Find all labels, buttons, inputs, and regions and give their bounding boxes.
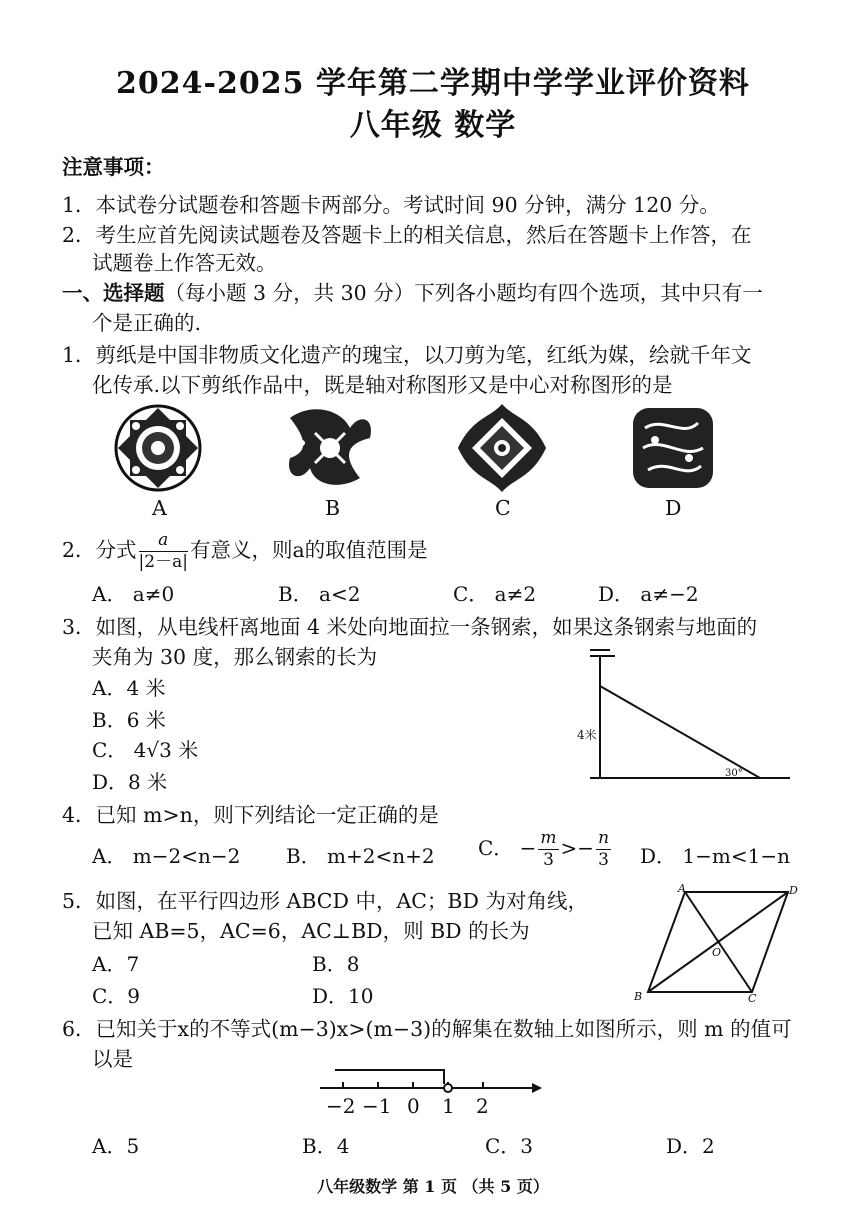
q2-prefix: 2．分式 [62, 538, 137, 562]
section-desc-line2: 个是正确的. [92, 311, 202, 335]
q3-option-a: A．4 米 [92, 676, 166, 700]
q5-option-a: A．7 [92, 952, 140, 976]
q6-option-c: C．3 [485, 1134, 534, 1158]
page-title: 2024-2025 学年第二学期中学学业评价资料 [116, 66, 750, 101]
q3-line2: 夹角为 30 度，那么钢索的长为 [92, 645, 378, 669]
section-desc: （每小题 3 分，共 30 分）下列各小题均有四个选项，其中只有一 [164, 281, 763, 305]
papercut-d-image [633, 408, 713, 488]
q4-c-den2: 3 [598, 850, 609, 870]
q2-option-d: D． a≠−2 [598, 582, 699, 606]
q5-line1: 5．如图，在平行四边形 ABCD 中，AC；BD 为对角线， [62, 889, 588, 913]
q2-numerator: a [139, 532, 188, 552]
notes-item-2-line1: 2．考生应首先阅读试题卷及答题卡上的相关信息，然后在答题卡上作答，在 [62, 223, 752, 247]
notes-item-2-line2: 试题卷上作答无效。 [92, 251, 277, 275]
q6-line2: 以是 [92, 1047, 133, 1071]
q4-option-d: D． 1−m<1−n [640, 844, 790, 868]
q2-option-c: C． a≠2 [453, 582, 537, 606]
q6-tick-0: 0 [407, 1094, 420, 1118]
q1-line1: 1．剪纸是中国非物质文化遗产的瑰宝，以刀剪为笔，红纸为媒，绘就千年文 [62, 343, 752, 367]
q5-option-d: D．10 [312, 984, 374, 1008]
q4-c-fraction-2 [596, 830, 611, 869]
q5-point-a: A [678, 882, 686, 895]
q4-c-prefix: C． − [478, 836, 537, 860]
page-footer: 八年级数学 第 1 页 （共 5 页） [317, 1177, 549, 1196]
q5-option-b: B．8 [312, 952, 360, 976]
page-subtitle: 八年级 数学 [349, 108, 517, 143]
q3-pole-figure [570, 640, 800, 790]
q2-stem [62, 532, 428, 571]
q5-line2: 已知 AB=5，AC=6，AC⊥BD，则 BD 的长为 [92, 919, 530, 943]
q2-suffix: 有意义，则a的取值范围是 [189, 538, 428, 562]
section-label: 一、选择题 [62, 281, 165, 305]
q2-denominator: |2－a| [138, 552, 188, 572]
q5-parallelogram-figure [630, 880, 800, 1010]
q4-c-mid: >− [560, 836, 595, 860]
q4-c-num1: m [540, 828, 557, 848]
q1-papercut-figures [0, 400, 866, 500]
q3-height-label: 4米 [577, 728, 597, 742]
q5-point-b: B [634, 990, 643, 1003]
q3-option-d: D．8 米 [92, 770, 168, 794]
notes-item-1: 1．本试卷分试题卷和答题卡两部分。考试时间 90 分钟，满分 120 分。 [62, 193, 720, 217]
papercut-a-image [116, 406, 200, 490]
q4-c-fraction-1 [538, 830, 558, 869]
q6-option-b: B．4 [302, 1134, 350, 1158]
q1-label-c: C [495, 496, 511, 520]
q4-option-a: A． m−2<n−2 [92, 844, 241, 868]
q2-option-b: B． a<2 [278, 582, 361, 606]
q4-stem: 4．已知 m>n，则下列结论一定正确的是 [62, 803, 439, 827]
q5-point-o: O [712, 946, 722, 959]
q1-label-b: B [325, 496, 341, 520]
papercut-c-image [458, 404, 546, 492]
q4-c-num2: n [598, 828, 610, 848]
q4-c-den1: 3 [543, 850, 554, 870]
q5-option-c: C．9 [92, 984, 141, 1008]
q6-option-d: D．2 [666, 1134, 715, 1158]
q1-label-d: D [665, 496, 682, 520]
q1-label-a: A [152, 496, 167, 520]
notes-heading: 注意事项： [62, 155, 165, 179]
q6-line1: 6．已知关于x的不等式(m−3)x>(m−3)的解集在数轴上如图所示，则 m 的值可 [62, 1017, 792, 1041]
q3-option-b: B．6 米 [92, 708, 166, 732]
q6-option-a: A．5 [92, 1134, 140, 1158]
q3-line1: 3．如图，从电线杆离地面 4 米处向地面拉一条钢索，如果这条钢索与地面的 [62, 615, 758, 639]
q3-angle-label: 30° [725, 768, 743, 779]
q3-option-c: C． 4√3 米 [92, 738, 199, 762]
papercut-b-image [289, 409, 371, 485]
q2-fraction [139, 532, 188, 571]
q6-tick-neg1: −1 [362, 1094, 392, 1118]
q4-option-c [478, 830, 613, 869]
q6-tick-1: 1 [442, 1094, 455, 1118]
q5-point-c: C [748, 992, 757, 1005]
q5-point-d: D [789, 884, 798, 897]
section-heading [62, 276, 763, 306]
q1-line2: 化传承.以下剪纸作品中，既是轴对称图形又是中心对称图形的是 [92, 373, 673, 397]
q4-option-b: B． m+2<n+2 [286, 844, 435, 868]
q6-tick-neg2: −2 [326, 1094, 356, 1118]
q6-tick-2: 2 [476, 1094, 489, 1118]
q2-option-a: A． a≠0 [92, 582, 175, 606]
